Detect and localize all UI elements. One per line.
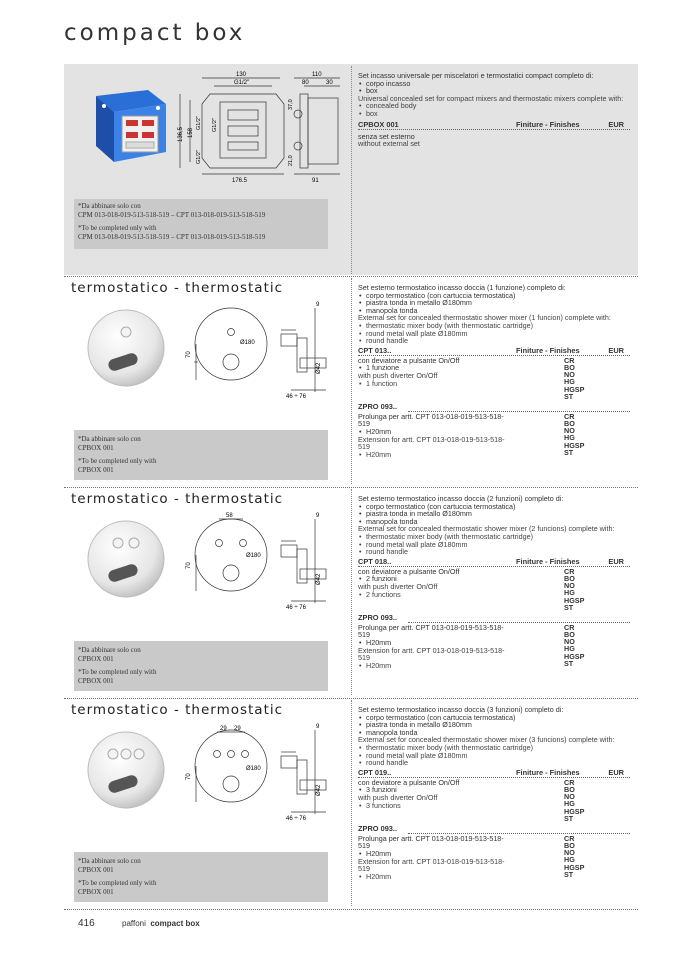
item-it: • manopola tonda bbox=[358, 729, 630, 737]
dim-d42: Ø42 bbox=[316, 362, 322, 374]
section-divider-v bbox=[351, 700, 352, 906]
finish-code: HGSP bbox=[564, 651, 585, 661]
intro-item-it: • box bbox=[358, 87, 630, 95]
item-it: • corpo termostatico (con cartuccia termostatica) bbox=[358, 714, 630, 722]
brand-name: paffoni bbox=[122, 919, 146, 928]
desc-it: Set esterno termostatico incasso doccia (2 funzioni) completo di: bbox=[358, 494, 564, 503]
dim-g12-left-a: G1/2" bbox=[196, 116, 202, 130]
variant-en: with push diverter On/Off bbox=[358, 792, 438, 802]
ext-code: ZPRO 093.. bbox=[358, 612, 398, 622]
finish-code: HGSP bbox=[564, 384, 585, 394]
eur-label: EUR bbox=[608, 767, 624, 777]
item-en: • round metal wall plate Ø180mm bbox=[358, 541, 630, 549]
intro-item-en: • box bbox=[358, 110, 630, 118]
page-title: compact box bbox=[64, 20, 246, 46]
dim-370: 37,0 bbox=[288, 99, 294, 110]
section-divider bbox=[64, 698, 638, 699]
finish-code: NO bbox=[564, 637, 575, 647]
dim-depth: 46 ÷ 76 bbox=[286, 605, 306, 611]
note-en-line1: *To be completed only with bbox=[78, 668, 157, 676]
ext-en: Extension for artt. CPT 013-018-019-513-518-519 bbox=[358, 434, 505, 452]
ext-finishes-list bbox=[564, 413, 584, 456]
item-en: • round metal wall plate Ø180mm bbox=[358, 752, 630, 760]
intro-item-it: • corpo incasso bbox=[358, 80, 630, 88]
variant-en: without external set bbox=[358, 139, 420, 149]
note-en-line1: *To be completed only with bbox=[78, 457, 157, 465]
finish-code: ST bbox=[564, 447, 574, 457]
finish-code: HG bbox=[564, 644, 575, 654]
dim-80: 80 bbox=[302, 80, 309, 86]
ext-code: ZPRO 093.. bbox=[358, 401, 398, 411]
finish-code: ST bbox=[564, 658, 574, 668]
dim-1765: 176,5 bbox=[232, 178, 248, 182]
ext-finishes-list bbox=[564, 835, 584, 878]
finish-code: NO bbox=[564, 581, 575, 591]
finish-code: HG bbox=[564, 433, 575, 443]
note-en-line1: *To be completed only with bbox=[78, 224, 157, 232]
dim-30: 30 bbox=[326, 80, 333, 86]
eur-label: EUR bbox=[608, 119, 624, 129]
finish-code: CR bbox=[564, 622, 575, 632]
brand-section: compact box bbox=[150, 919, 200, 928]
finish-code: ST bbox=[564, 602, 574, 612]
note-en-line2: CPBOX 001 bbox=[78, 466, 114, 474]
dim-9: 9 bbox=[316, 302, 320, 308]
section-divider-v bbox=[351, 489, 352, 695]
page-number: 416 bbox=[78, 918, 95, 929]
intro-code-row bbox=[358, 121, 630, 131]
finishes-label: Finiture - Finishes bbox=[516, 345, 580, 355]
footer-brand bbox=[122, 919, 200, 928]
product-code: CPT 013.. bbox=[358, 345, 392, 355]
dim-29b: 29 bbox=[234, 726, 241, 732]
thermostat-3-drawing bbox=[86, 722, 336, 826]
finish-code: NO bbox=[564, 370, 575, 380]
finishes-label: Finiture - Finishes bbox=[516, 556, 580, 566]
dim-130: 130 bbox=[236, 72, 247, 78]
ext-en-item: • H20mm bbox=[358, 451, 630, 459]
desc-it: Set esterno termostatico incasso doccia (3 funzioni) completo di: bbox=[358, 705, 564, 714]
plate-photo bbox=[88, 310, 164, 386]
section-text bbox=[358, 284, 630, 461]
finish-code: CR bbox=[564, 355, 575, 365]
finish-code: HGSP bbox=[564, 440, 585, 450]
section-note bbox=[74, 852, 328, 902]
item-it: • manopola tonda bbox=[358, 307, 630, 315]
dim-58: 58 bbox=[226, 513, 233, 519]
note-it-line1: *Da abbinare solo con bbox=[78, 202, 141, 210]
dim-9: 9 bbox=[316, 724, 320, 730]
finishes-list bbox=[564, 357, 584, 400]
finish-code: NO bbox=[564, 426, 575, 436]
section-text bbox=[358, 495, 630, 672]
dim-29a: 29 bbox=[220, 726, 227, 732]
variant-it-item: • 3 funzioni bbox=[358, 786, 630, 794]
dim-70: 70 bbox=[186, 773, 192, 780]
note-it-line2: CPBOX 001 bbox=[78, 444, 114, 452]
variant-en-item: • 3 functions bbox=[358, 802, 630, 810]
note-it-line1: *Da abbinare solo con bbox=[78, 857, 141, 865]
ext-finishes-list bbox=[564, 624, 584, 667]
finishes-list bbox=[564, 568, 584, 611]
item-it: • piastra tonda in metallo Ø180mm bbox=[358, 510, 630, 518]
variant-en-item: • 1 function bbox=[358, 380, 630, 388]
dim-d42: Ø42 bbox=[316, 784, 322, 796]
product-code: CPBOX 001 bbox=[358, 119, 399, 129]
finish-code: ST bbox=[564, 869, 574, 879]
dim-9: 9 bbox=[316, 513, 320, 519]
ext-it: Prolunga per artt. CPT 013-018-019-513-518-519 bbox=[358, 622, 504, 640]
variant-en: with push diverter On/Off bbox=[358, 370, 438, 380]
dim-70: 70 bbox=[186, 562, 192, 569]
finish-code: CR bbox=[564, 411, 575, 421]
section-divider bbox=[64, 276, 638, 277]
finish-code: HGSP bbox=[564, 806, 585, 816]
variant-it: con deviatore a pulsante On/Off bbox=[358, 777, 460, 787]
item-en: • thermostatic mixer body (with thermostatic cartridge) bbox=[358, 744, 630, 752]
note-en-line2: CPBOX 001 bbox=[78, 888, 114, 896]
finish-code: ST bbox=[564, 391, 574, 401]
finish-code: HG bbox=[564, 588, 575, 598]
dim-depth: 46 ÷ 76 bbox=[286, 394, 306, 400]
section-note bbox=[74, 641, 328, 691]
concealed-box-drawing bbox=[176, 70, 356, 182]
dim-158: 158 bbox=[188, 127, 194, 138]
variant-en: with push diverter On/Off bbox=[358, 581, 438, 591]
dim-110: 110 bbox=[312, 72, 322, 78]
thermostat-1-drawing bbox=[86, 300, 336, 404]
variant-it-item: • 2 funzioni bbox=[358, 575, 630, 583]
intro-text bbox=[358, 72, 630, 148]
desc-en: External set for concealed thermostatic shower mixer (1 funcion) complete with: bbox=[358, 313, 611, 323]
dim-70: 70 bbox=[186, 351, 192, 358]
item-en: • round metal wall plate Ø180mm bbox=[358, 330, 630, 338]
eur-label: EUR bbox=[608, 345, 624, 355]
eur-label: EUR bbox=[608, 556, 624, 566]
section-title: termostatico - thermostatic bbox=[71, 491, 284, 507]
item-it: • piastra tonda in metallo Ø180mm bbox=[358, 721, 630, 729]
section-divider bbox=[64, 909, 638, 910]
dim-g12-top: G1/2" bbox=[234, 80, 250, 86]
dim-d42: Ø42 bbox=[316, 573, 322, 585]
section-title: termostatico - thermostatic bbox=[71, 280, 284, 296]
item-en: • thermostatic mixer body (with thermostatic cartridge) bbox=[358, 533, 630, 541]
intro-desc-en: Universal concealed set for compact mixers and thermostatic mixers complete with: bbox=[358, 93, 624, 103]
product-code: CPT 019.. bbox=[358, 767, 392, 777]
finish-code: ST bbox=[564, 813, 574, 823]
dim-d180: Ø180 bbox=[246, 766, 261, 772]
dim-d180: Ø180 bbox=[246, 553, 261, 559]
item-en: • thermostatic mixer body (with thermostatic cartridge) bbox=[358, 322, 630, 330]
desc-en: External set for concealed thermostatic shower mixer (3 funcions) complete with: bbox=[358, 735, 615, 745]
item-en: • round handle bbox=[358, 548, 630, 556]
section-note bbox=[74, 430, 328, 480]
desc-en: External set for concealed thermostatic shower mixer (2 funcions) complete with: bbox=[358, 524, 615, 534]
finishes-label: Finiture - Finishes bbox=[516, 767, 580, 777]
finish-code: CR bbox=[564, 566, 575, 576]
note-en-line2: CPM 013-018-019-513-518-519 – CPT 013-018-019-513-518-519 bbox=[78, 233, 266, 241]
note-it-line1: *Da abbinare solo con bbox=[78, 646, 141, 654]
finish-code: BO bbox=[564, 418, 575, 428]
variant-it: con deviatore a pulsante On/Off bbox=[358, 566, 460, 576]
finishes-list bbox=[564, 779, 584, 822]
concealed-box-image bbox=[88, 86, 172, 166]
dim-depth: 46 ÷ 76 bbox=[286, 816, 306, 822]
finish-code: NO bbox=[564, 792, 575, 802]
section-divider bbox=[64, 487, 638, 488]
finish-code: HGSP bbox=[564, 595, 585, 605]
item-it: • corpo termostatico (con cartuccia termostatica) bbox=[358, 292, 630, 300]
ext-en: Extension for artt. CPT 013-018-019-513-518-519 bbox=[358, 645, 505, 663]
finishes-label: Finiture - Finishes bbox=[516, 119, 580, 129]
ext-en-item: • H20mm bbox=[358, 662, 630, 670]
note-it-line1: *Da abbinare solo con bbox=[78, 435, 141, 443]
note-it-line2: CPBOX 001 bbox=[78, 866, 114, 874]
note-en-line1: *To be completed only with bbox=[78, 879, 157, 887]
finish-code: NO bbox=[564, 848, 575, 858]
intro-item-en: • concealed body bbox=[358, 102, 630, 110]
ext-en-item: • H20mm bbox=[358, 873, 630, 881]
desc-it: Set esterno termostatico incasso doccia (1 funzione) completo di: bbox=[358, 283, 566, 292]
thermostat-2-drawing bbox=[86, 511, 336, 615]
product-code: CPT 018.. bbox=[358, 556, 392, 566]
intro-divider bbox=[351, 66, 352, 274]
finish-code: CR bbox=[564, 833, 575, 843]
ext-it-item: • H20mm bbox=[358, 639, 630, 647]
item-it: • piastra tonda in metallo Ø180mm bbox=[358, 299, 630, 307]
variant-it: senza set esterno bbox=[358, 131, 415, 141]
ext-code: ZPRO 093.. bbox=[358, 823, 398, 833]
section-text bbox=[358, 706, 630, 883]
finish-code: BO bbox=[564, 629, 575, 639]
ext-en: Extension for artt. CPT 013-018-019-513-518-519 bbox=[358, 856, 505, 874]
finish-code: HG bbox=[564, 855, 575, 865]
intro-note bbox=[74, 199, 328, 249]
finish-code: BO bbox=[564, 362, 575, 372]
variant-it: con deviatore a pulsante On/Off bbox=[358, 355, 460, 365]
finish-code: HG bbox=[564, 799, 575, 809]
dim-210: 21,0 bbox=[288, 155, 294, 166]
finish-code: BO bbox=[564, 784, 575, 794]
dim-g12-left-b: G1/2" bbox=[212, 118, 218, 132]
dim-d180: Ø180 bbox=[240, 340, 255, 346]
item-en: • round handle bbox=[358, 337, 630, 345]
section-title: termostatico - thermostatic bbox=[71, 702, 284, 718]
intro-desc-it: Set incasso universale per miscelatori e termostatici compact completo di: bbox=[358, 71, 594, 80]
item-it: • manopola tonda bbox=[358, 518, 630, 526]
ext-it: Prolunga per artt. CPT 013-018-019-513-518-519 bbox=[358, 411, 504, 429]
finish-code: CR bbox=[564, 777, 575, 787]
ext-it: Prolunga per artt. CPT 013-018-019-513-518-519 bbox=[358, 833, 504, 851]
item-en: • round handle bbox=[358, 759, 630, 767]
finish-code: HGSP bbox=[564, 862, 585, 872]
dim-91: 91 bbox=[312, 178, 319, 182]
ext-it-item: • H20mm bbox=[358, 428, 630, 436]
note-en-line2: CPBOX 001 bbox=[78, 677, 114, 685]
section-divider-v bbox=[351, 278, 352, 484]
finish-code: BO bbox=[564, 573, 575, 583]
finish-code: HG bbox=[564, 377, 575, 387]
finish-code: BO bbox=[564, 840, 575, 850]
ext-it-item: • H20mm bbox=[358, 850, 630, 858]
variant-it-item: • 1 funzione bbox=[358, 364, 630, 372]
item-it: • corpo termostatico (con cartuccia termostatica) bbox=[358, 503, 630, 511]
dim-g12-left-c: G1/2" bbox=[196, 150, 202, 164]
variant-en-item: • 2 functions bbox=[358, 591, 630, 599]
note-it-line2: CPM 013-018-019-513-518-519 – CPT 013-018-019-513-518-519 bbox=[78, 211, 266, 219]
dim-1365: 136,5 bbox=[178, 126, 184, 142]
note-it-line2: CPBOX 001 bbox=[78, 655, 114, 663]
